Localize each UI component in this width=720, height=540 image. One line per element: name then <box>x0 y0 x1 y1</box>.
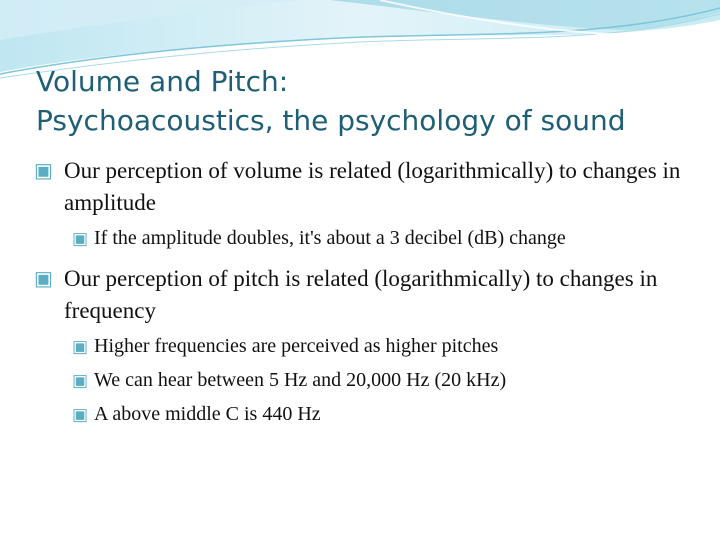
bullet-icon: ▣ <box>72 229 89 248</box>
bullet-icon: ▣ <box>34 160 53 182</box>
title-line-2: Psychoacoustics, the psychology of sound <box>36 104 626 138</box>
slide-body <box>34 155 704 435</box>
bullet-item-volume <box>34 155 704 219</box>
bullet-text: If the amplitude doubles, it's about a 3 decibel (dB) change <box>94 227 566 249</box>
bullet-icon: ▣ <box>72 337 89 356</box>
bullet-text: We can hear between 5 Hz and 20,000 Hz (20 kHz) <box>94 369 507 391</box>
bullet-icon: ▣ <box>72 405 89 424</box>
bullet-icon: ▣ <box>34 268 53 290</box>
sub-bullet-item-amplitude <box>34 225 704 252</box>
bullet-item-pitch <box>34 263 704 327</box>
sub-bullet-item-higher-frequencies <box>34 333 704 360</box>
bullet-text: A above middle C is 440 Hz <box>94 403 321 425</box>
title-line-1: Volume and Pitch: <box>36 65 289 98</box>
sub-bullet-item-a440 <box>34 401 704 428</box>
bullet-icon: ▣ <box>72 371 89 390</box>
slide-title <box>36 62 696 140</box>
bullet-text: Our perception of pitch is related (logarithmically) to changes in frequency <box>64 266 658 323</box>
bullet-text: Our perception of volume is related (logarithmically) to changes in amplitude <box>64 158 681 215</box>
bullet-text: Higher frequencies are perceived as higher pitches <box>94 335 499 357</box>
sub-bullet-item-hearing-range <box>34 367 704 394</box>
